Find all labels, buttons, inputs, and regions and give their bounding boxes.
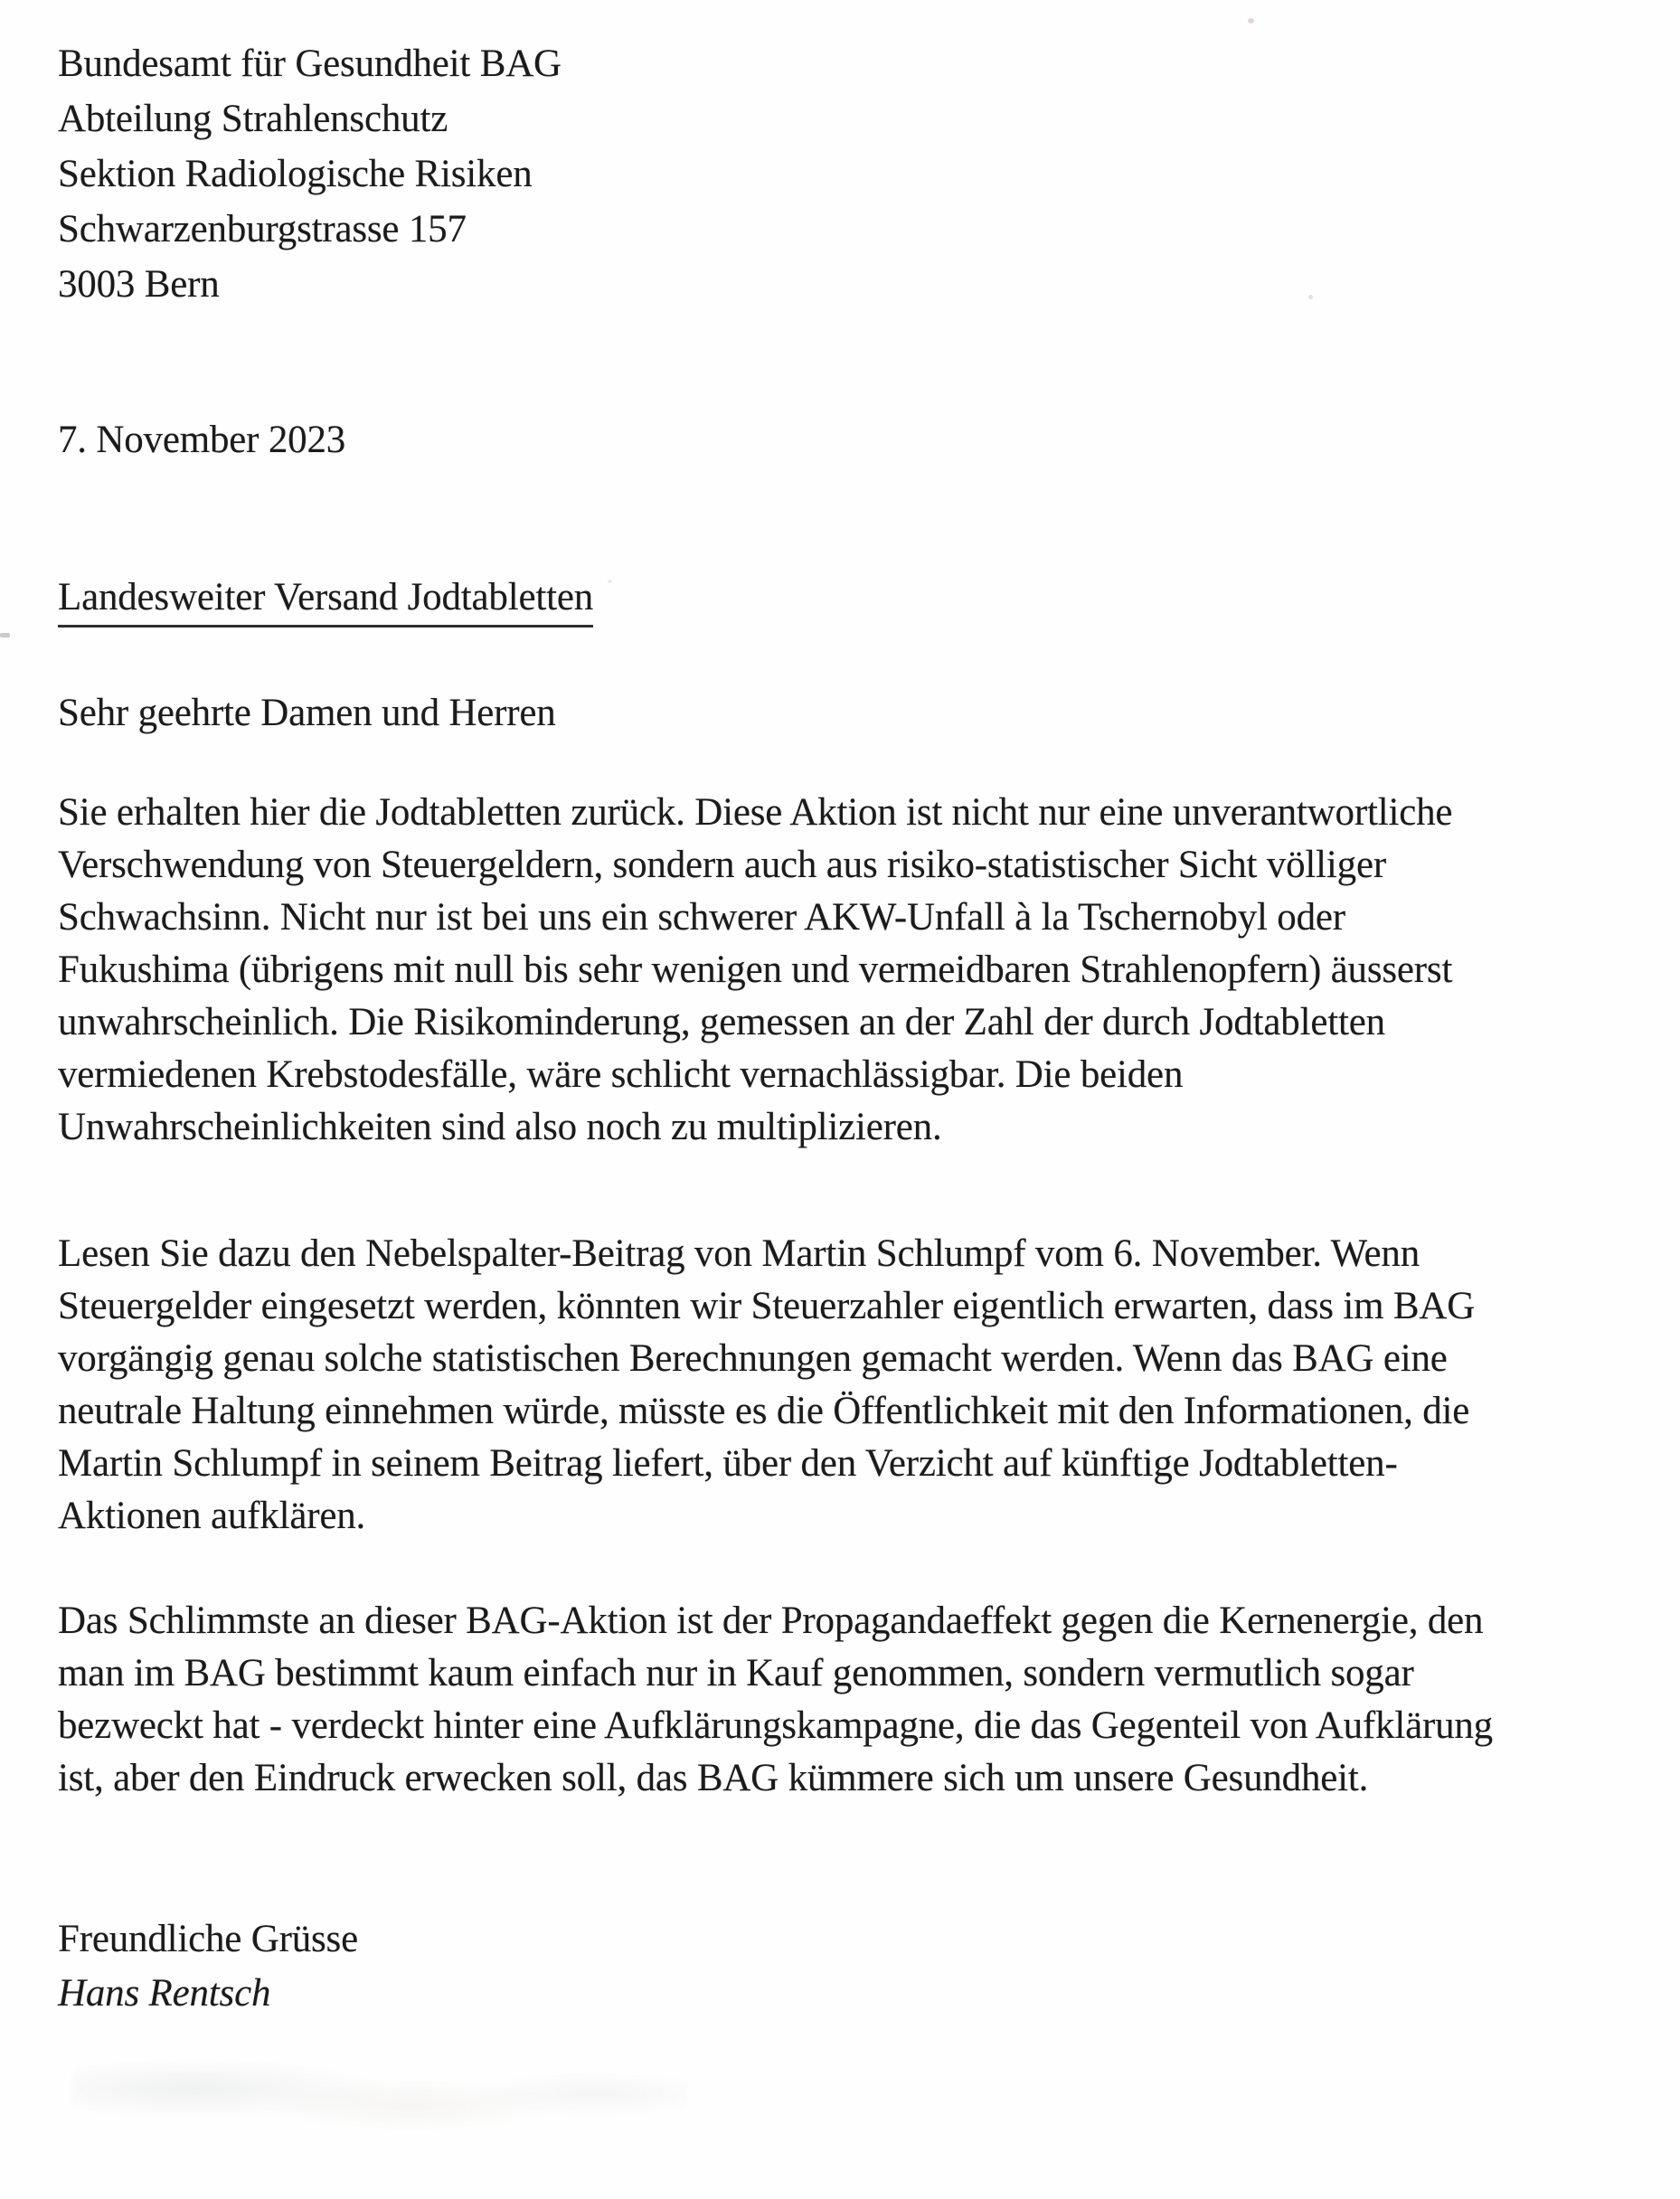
paragraph-line: Steuergelder eingesetzt werden, könnten wir Steuerzahler eigentlich erwarten, dass im BAG (58, 1285, 1476, 1327)
paragraph-line: vorgängig genau solche statistischen Berechnungen gemacht werden. Wenn das BAG eine (58, 1337, 1448, 1380)
scan-speck (608, 580, 612, 583)
paragraph-line: neutrale Haltung einnehmen würde, müsste es die Öffentlichkeit mit den Informationen, die (58, 1390, 1470, 1432)
recipient-address-line: Abteilung Strahlenschutz (58, 98, 448, 140)
paragraph-line: Martin Schlumpf in seinem Beitrag liefert, über den Verzicht auf künftige Jodtabletten- (58, 1442, 1398, 1485)
paragraph-line: Schwachsinn. Nicht nur ist bei uns ein schwerer AKW-Unfall à la Tschernobyl oder (58, 896, 1345, 939)
paragraph-line: vermiedenen Krebstodesfälle, wäre schlicht vernachlässigbar. Die beiden (58, 1053, 1184, 1096)
recipient-address-line: 3003 Bern (58, 263, 220, 306)
signature-name: Hans Rentsch (58, 1972, 271, 2015)
paragraph-line: bezweckt hat - verdeckt hinter eine Aufklärungskampagne, die das Gegenteil von Aufklärung (58, 1704, 1493, 1747)
paragraph-line: unwahrscheinlich. Die Risikominderung, gemessen an der Zahl der durch Jodtabletten (58, 1001, 1385, 1043)
letter-date: 7. November 2023 (58, 419, 346, 461)
paragraph-line: Das Schlimmste an dieser BAG-Aktion ist der Propagandaeffekt gegen die Kernenergie, den (58, 1600, 1484, 1642)
recipient-address (58, 36, 562, 312)
paragraph-line: Lesen Sie dazu den Nebelspalter-Beitrag von Martin Schlumpf vom 6. November. Wenn (58, 1232, 1420, 1275)
paragraph-line: man im BAG bestimmt kaum einfach nur in Kauf genommen, sondern vermutlich sogar (58, 1652, 1414, 1694)
salutation: Sehr geehrte Damen und Herren (58, 692, 556, 734)
body-paragraph-1 (58, 787, 1452, 1154)
paragraph-line: Sie erhalten hier die Jodtabletten zurück. Diese Aktion ist nicht nur eine unverantwortliche (58, 791, 1453, 834)
paragraph-line: Fukushima (übrigens mit null bis sehr wenigen und vermeidbaren Strahlenopfern) äusserst (58, 948, 1453, 991)
recipient-address-line: Sektion Radiologische Risiken (58, 153, 533, 195)
scan-speck (1308, 295, 1313, 299)
subject-text: Landesweiter Versand Jodtabletten (58, 575, 593, 628)
paragraph-line: Aktionen aufklären. (58, 1495, 366, 1537)
body-paragraph-2 (58, 1228, 1475, 1543)
paragraph-line: ist, aber den Eindruck erwecken soll, das BAG kümmere sich um unsere Gesundheit. (58, 1757, 1369, 1799)
scan-edge-artifact (0, 633, 10, 637)
paragraph-line: Unwahrscheinlichkeiten sind also noch zu multiplizieren. (58, 1106, 942, 1148)
paragraph-line: Verschwendung von Steuergeldern, sondern auch aus risiko-statistischer Sicht völliger (58, 844, 1386, 886)
recipient-address-line: Schwarzenburgstrasse 157 (58, 208, 467, 250)
scan-smudge-artifact (72, 2045, 687, 2154)
subject-line (58, 575, 593, 628)
valediction: Freundliche Grüsse (58, 1918, 358, 1960)
recipient-address-line: Bundesamt für Gesundheit BAG (58, 42, 562, 85)
body-paragraph-3 (58, 1595, 1493, 1805)
scan-speck (1248, 18, 1254, 24)
